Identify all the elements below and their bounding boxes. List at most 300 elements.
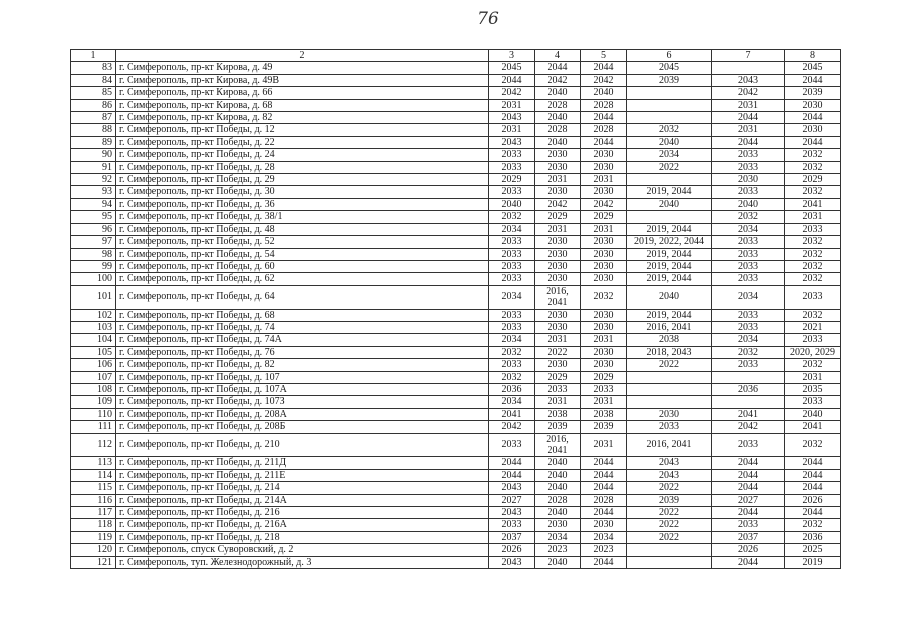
header-cell-col3: 3: [489, 50, 535, 62]
cell-col5: 2030: [581, 161, 627, 173]
cell-col3: 2043: [489, 507, 535, 519]
cell-address: г. Симферополь, пр-кт Кирова, д. 82: [116, 112, 489, 124]
cell-col3: 2034: [489, 223, 535, 235]
cell-col4: 2039: [535, 421, 581, 433]
cell-col7: 2030: [712, 174, 785, 186]
table-row: [71, 186, 841, 198]
cell-col6: 2019, 2044: [627, 248, 712, 260]
cell-col7: 2044: [712, 482, 785, 494]
cell-col6: 2022: [627, 507, 712, 519]
cell-col3: 2032: [489, 371, 535, 383]
cell-col7: 2043: [712, 74, 785, 86]
cell-col7: 2044: [712, 457, 785, 469]
cell-col3: 2043: [489, 112, 535, 124]
cell-col5: 2033: [581, 383, 627, 395]
header-row: [71, 50, 841, 62]
table-row: [71, 519, 841, 531]
cell-col5: 2044: [581, 507, 627, 519]
cell-col5: 2038: [581, 408, 627, 420]
cell-col3: 2042: [489, 87, 535, 99]
cell-col8: 2032: [785, 236, 841, 248]
cell-col7: 2042: [712, 421, 785, 433]
cell-col3: 2033: [489, 519, 535, 531]
cell-col6: 2033: [627, 421, 712, 433]
cell-num: 103: [71, 321, 116, 333]
cell-col4: 2042: [535, 198, 581, 210]
cell-col3: 2033: [489, 273, 535, 285]
cell-address: г. Симферополь, пр-кт Победы, д. 74: [116, 321, 489, 333]
cell-col5: 2029: [581, 371, 627, 383]
cell-col8: 2033: [785, 223, 841, 235]
cell-col8: 2044: [785, 482, 841, 494]
cell-col7: 2034: [712, 334, 785, 346]
cell-col6: 2019, 2044: [627, 223, 712, 235]
table-row: [71, 383, 841, 395]
cell-col4: 2040: [535, 457, 581, 469]
cell-num: 101: [71, 285, 116, 309]
cell-col8: 2032: [785, 149, 841, 161]
cell-col7: 2042: [712, 87, 785, 99]
cell-col5: 2042: [581, 198, 627, 210]
table-row: [71, 74, 841, 86]
cell-num: 97: [71, 236, 116, 248]
cell-col6: 2018, 2043: [627, 346, 712, 358]
cell-address: г. Симферополь, пр-кт Победы, д. 24: [116, 149, 489, 161]
cell-col3: 2036: [489, 383, 535, 395]
cell-col3: 2032: [489, 346, 535, 358]
cell-num: 121: [71, 556, 116, 568]
cell-col5: 2044: [581, 112, 627, 124]
cell-col3: 2033: [489, 186, 535, 198]
cell-col8: 2032: [785, 248, 841, 260]
header-cell-col4: 4: [535, 50, 581, 62]
cell-address: г. Симферополь, туп. Железнодорожный, д. 3: [116, 556, 489, 568]
cell-address: г. Симферополь, пр-кт Победы, д. 28: [116, 161, 489, 173]
table-row: [71, 309, 841, 321]
table-row: [71, 62, 841, 74]
cell-col3: 2033: [489, 236, 535, 248]
cell-col4: 2040: [535, 556, 581, 568]
cell-col4: 2034: [535, 531, 581, 543]
cell-col5: 2030: [581, 346, 627, 358]
cell-col8: 2044: [785, 507, 841, 519]
cell-col6: 2043: [627, 469, 712, 481]
table-row: [71, 87, 841, 99]
cell-col8: 2044: [785, 112, 841, 124]
cell-col8: 2044: [785, 469, 841, 481]
cell-num: 85: [71, 87, 116, 99]
cell-address: г. Симферополь, пр-кт Победы, д. 208А: [116, 408, 489, 420]
cell-col5: 2040: [581, 87, 627, 99]
table-row: [71, 321, 841, 333]
cell-num: 109: [71, 396, 116, 408]
cell-col3: 2042: [489, 421, 535, 433]
table-row: [71, 174, 841, 186]
cell-address: г. Симферополь, пр-кт Победы, д. 82: [116, 359, 489, 371]
cell-col5: 2031: [581, 223, 627, 235]
cell-col7: 2041: [712, 408, 785, 420]
cell-col8: 2039: [785, 87, 841, 99]
cell-col6: [627, 112, 712, 124]
cell-num: 113: [71, 457, 116, 469]
cell-address: г. Симферополь, пр-кт Кирова, д. 49: [116, 62, 489, 74]
table-row: [71, 408, 841, 420]
table-row: [71, 198, 841, 210]
cell-col5: 2028: [581, 124, 627, 136]
cell-col7: 2044: [712, 136, 785, 148]
cell-col5: 2031: [581, 396, 627, 408]
cell-col6: 2032: [627, 124, 712, 136]
cell-col5: 2044: [581, 482, 627, 494]
cell-col7: 2033: [712, 248, 785, 260]
cell-col4: 2040: [535, 112, 581, 124]
cell-col7: 2033: [712, 321, 785, 333]
cell-col8: 2041: [785, 198, 841, 210]
cell-col7: 2033: [712, 236, 785, 248]
cell-col5: 2030: [581, 236, 627, 248]
cell-num: 118: [71, 519, 116, 531]
cell-col6: 2019, 2044: [627, 309, 712, 321]
header-cell-address: 2: [116, 50, 489, 62]
cell-col6: 2016, 2041: [627, 321, 712, 333]
table-row: [71, 273, 841, 285]
cell-col6: [627, 99, 712, 111]
table-row: [71, 149, 841, 161]
table-row: [71, 112, 841, 124]
cell-col3: 2037: [489, 531, 535, 543]
cell-col6: [627, 211, 712, 223]
cell-col7: 2033: [712, 433, 785, 457]
cell-col3: 2034: [489, 396, 535, 408]
cell-col7: 2026: [712, 544, 785, 556]
table-row: [71, 260, 841, 272]
cell-col6: 2022: [627, 531, 712, 543]
cell-address: г. Симферополь, пр-кт Победы, д. 211Д: [116, 457, 489, 469]
cell-col8: 2032: [785, 519, 841, 531]
cell-num: 88: [71, 124, 116, 136]
cell-col8: 2031: [785, 211, 841, 223]
cell-col4: 2030: [535, 161, 581, 173]
cell-col7: 2033: [712, 260, 785, 272]
cell-col4: 2040: [535, 507, 581, 519]
cell-col8: 2040: [785, 408, 841, 420]
header-cell-col7: 7: [712, 50, 785, 62]
cell-col7: [712, 396, 785, 408]
cell-col6: 2038: [627, 334, 712, 346]
cell-col4: 2030: [535, 273, 581, 285]
table-row: [71, 161, 841, 173]
cell-col6: 2019, 2044: [627, 186, 712, 198]
cell-col5: 2028: [581, 494, 627, 506]
cell-col3: 2044: [489, 469, 535, 481]
cell-address: г. Симферополь, пр-кт Победы, д. 208Б: [116, 421, 489, 433]
table-row: [71, 359, 841, 371]
cell-col5: 2032: [581, 285, 627, 309]
cell-col7: 2044: [712, 112, 785, 124]
cell-col8: 2044: [785, 136, 841, 148]
cell-col5: 2030: [581, 519, 627, 531]
table-row: [71, 433, 841, 457]
cell-col4: 2031: [535, 334, 581, 346]
cell-address: г. Симферополь, пр-кт Победы, д. 62: [116, 273, 489, 285]
cell-col4: 2029: [535, 211, 581, 223]
cell-col7: 2034: [712, 285, 785, 309]
cell-num: 111: [71, 421, 116, 433]
cell-address: г. Симферополь, пр-кт Победы, д. 38/1: [116, 211, 489, 223]
cell-col8: 2029: [785, 174, 841, 186]
cell-col3: 2045: [489, 62, 535, 74]
cell-num: 119: [71, 531, 116, 543]
cell-num: 95: [71, 211, 116, 223]
cell-col4: 2040: [535, 87, 581, 99]
cell-num: 114: [71, 469, 116, 481]
cell-col6: [627, 544, 712, 556]
cell-col5: 2030: [581, 248, 627, 260]
cell-col6: [627, 371, 712, 383]
cell-col3: 2033: [489, 359, 535, 371]
cell-num: 90: [71, 149, 116, 161]
cell-col3: 2033: [489, 248, 535, 260]
cell-col8: 2030: [785, 124, 841, 136]
table-row: [71, 211, 841, 223]
cell-col5: 2031: [581, 433, 627, 457]
cell-address: г. Симферополь, пр-кт Победы, д. 211Е: [116, 469, 489, 481]
cell-address: г. Симферополь, пр-кт Победы, д. 54: [116, 248, 489, 260]
cell-col4: 2023: [535, 544, 581, 556]
cell-num: 86: [71, 99, 116, 111]
cell-col7: 2033: [712, 149, 785, 161]
cell-col4: 2030: [535, 149, 581, 161]
table-row: [71, 421, 841, 433]
cell-col6: 2022: [627, 482, 712, 494]
cell-col7: 2027: [712, 494, 785, 506]
cell-address: г. Симферополь, пр-кт Кирова, д. 68: [116, 99, 489, 111]
cell-col7: 2033: [712, 359, 785, 371]
cell-address: г. Симферополь, спуск Суворовский, д. 2: [116, 544, 489, 556]
cell-col8: 2020, 2029: [785, 346, 841, 358]
cell-address: г. Симферополь, пр-кт Победы, д. 74А: [116, 334, 489, 346]
cell-col4: 2030: [535, 186, 581, 198]
cell-col6: 2019, 2044: [627, 273, 712, 285]
cell-col6: 2022: [627, 161, 712, 173]
table-row: [71, 236, 841, 248]
cell-address: г. Симферополь, пр-кт Победы, д. 60: [116, 260, 489, 272]
cell-col8: 2032: [785, 186, 841, 198]
cell-num: 94: [71, 198, 116, 210]
cell-col3: 2033: [489, 161, 535, 173]
cell-col5: 2039: [581, 421, 627, 433]
cell-col4: 2030: [535, 248, 581, 260]
cell-col7: 2032: [712, 346, 785, 358]
cell-num: 98: [71, 248, 116, 260]
page-number: 76: [477, 9, 499, 29]
cell-col7: 2044: [712, 556, 785, 568]
cell-address: г. Симферополь, пр-кт Победы, д. 52: [116, 236, 489, 248]
cell-col3: 2033: [489, 149, 535, 161]
cell-col3: 2040: [489, 198, 535, 210]
cell-col5: 2044: [581, 457, 627, 469]
cell-col5: 2034: [581, 531, 627, 543]
cell-col5: 2044: [581, 62, 627, 74]
cell-num: 112: [71, 433, 116, 457]
cell-col3: 2034: [489, 334, 535, 346]
cell-col7: 2033: [712, 161, 785, 173]
cell-col7: 2033: [712, 273, 785, 285]
table-row: [71, 531, 841, 543]
cell-col5: 2031: [581, 334, 627, 346]
cell-col3: 2033: [489, 260, 535, 272]
table-row: [71, 507, 841, 519]
cell-col8: 2033: [785, 396, 841, 408]
cell-col4: 2031: [535, 174, 581, 186]
cell-num: 89: [71, 136, 116, 148]
cell-num: 116: [71, 494, 116, 506]
cell-col7: 2034: [712, 223, 785, 235]
cell-address: г. Симферополь, пр-кт Победы, д. 214А: [116, 494, 489, 506]
cell-col6: [627, 87, 712, 99]
cell-address: г. Симферополь, пр-кт Победы, д. 12: [116, 124, 489, 136]
cell-address: г. Симферополь, пр-кт Победы, д. 107З: [116, 396, 489, 408]
cell-address: г. Симферополь, пр-кт Победы, д. 30: [116, 186, 489, 198]
cell-col7: [712, 62, 785, 74]
cell-col4: 2040: [535, 136, 581, 148]
cell-col3: 2041: [489, 408, 535, 420]
table-row: [71, 457, 841, 469]
cell-col4: 2030: [535, 321, 581, 333]
cell-col8: 2032: [785, 260, 841, 272]
cell-col7: [712, 371, 785, 383]
cell-col4: 2030: [535, 359, 581, 371]
cell-col3: 2033: [489, 321, 535, 333]
table-header: [71, 50, 841, 62]
cell-col6: [627, 556, 712, 568]
cell-col4: 2028: [535, 494, 581, 506]
cell-col3: 2032: [489, 211, 535, 223]
cell-address: г. Симферополь, пр-кт Победы, д. 218: [116, 531, 489, 543]
table-row: [71, 482, 841, 494]
cell-num: 104: [71, 334, 116, 346]
cell-col5: 2044: [581, 556, 627, 568]
cell-col7: 2033: [712, 186, 785, 198]
cell-col5: 2030: [581, 321, 627, 333]
cell-col4: 2028: [535, 124, 581, 136]
cell-col5: 2042: [581, 74, 627, 86]
cell-col3: 2033: [489, 309, 535, 321]
cell-col3: 2027: [489, 494, 535, 506]
cell-col3: 2033: [489, 433, 535, 457]
cell-col8: 2044: [785, 74, 841, 86]
cell-col6: 2022: [627, 359, 712, 371]
cell-col5: 2028: [581, 99, 627, 111]
cell-num: 91: [71, 161, 116, 173]
cell-col8: 2026: [785, 494, 841, 506]
cell-num: 96: [71, 223, 116, 235]
cell-col6: [627, 396, 712, 408]
cell-col4: 2031: [535, 396, 581, 408]
cell-address: г. Симферополь, пр-кт Кирова, д. 49В: [116, 74, 489, 86]
cell-col4: 2031: [535, 223, 581, 235]
cell-num: 117: [71, 507, 116, 519]
cell-col5: 2044: [581, 469, 627, 481]
cell-num: 92: [71, 174, 116, 186]
cell-num: 102: [71, 309, 116, 321]
cell-col3: 2044: [489, 457, 535, 469]
cell-col3: 2031: [489, 99, 535, 111]
cell-col6: 2039: [627, 74, 712, 86]
cell-address: г. Симферополь, пр-кт Победы, д. 76: [116, 346, 489, 358]
cell-num: 120: [71, 544, 116, 556]
header-cell-col8: 8: [785, 50, 841, 62]
cell-num: 93: [71, 186, 116, 198]
cell-col7: 2044: [712, 507, 785, 519]
cell-address: г. Симферополь, пр-кт Победы, д. 216А: [116, 519, 489, 531]
cell-num: 87: [71, 112, 116, 124]
cell-col4: 2030: [535, 236, 581, 248]
cell-col6: 2043: [627, 457, 712, 469]
cell-col8: 2035: [785, 383, 841, 395]
cell-col4: 2044: [535, 62, 581, 74]
table-row: [71, 469, 841, 481]
cell-col5: 2023: [581, 544, 627, 556]
cell-col6: 2030: [627, 408, 712, 420]
table-row: [71, 99, 841, 111]
cell-col8: 2031: [785, 371, 841, 383]
cell-col3: 2034: [489, 285, 535, 309]
cell-num: 115: [71, 482, 116, 494]
cell-col4: 2022: [535, 346, 581, 358]
cell-address: г. Симферополь, пр-кт Победы, д. 107А: [116, 383, 489, 395]
table-row: [71, 124, 841, 136]
cell-col5: 2031: [581, 174, 627, 186]
cell-col5: 2030: [581, 359, 627, 371]
cell-col8: 2044: [785, 457, 841, 469]
table-row: [71, 346, 841, 358]
cell-col5: 2030: [581, 273, 627, 285]
cell-col5: 2044: [581, 136, 627, 148]
cell-col3: 2043: [489, 482, 535, 494]
cell-col4: 2029: [535, 371, 581, 383]
cell-address: г. Симферополь, пр-кт Победы, д. 29: [116, 174, 489, 186]
header-cell-num: 1: [71, 50, 116, 62]
cell-col7: 2044: [712, 469, 785, 481]
cell-col7: 2040: [712, 198, 785, 210]
cell-col6: 2034: [627, 149, 712, 161]
cell-col6: 2039: [627, 494, 712, 506]
cell-col6: 2022: [627, 519, 712, 531]
cell-col4: 2016, 2041: [535, 433, 581, 457]
cell-col4: 2040: [535, 469, 581, 481]
cell-num: 99: [71, 260, 116, 272]
cell-col8: 2032: [785, 309, 841, 321]
cell-address: г. Симферополь, пр-кт Победы, д. 36: [116, 198, 489, 210]
cell-col4: 2030: [535, 519, 581, 531]
header-cell-col5: 5: [581, 50, 627, 62]
cell-col7: 2036: [712, 383, 785, 395]
cell-address: г. Симферополь, пр-кт Победы, д. 214: [116, 482, 489, 494]
cell-col7: 2037: [712, 531, 785, 543]
cell-col6: [627, 174, 712, 186]
cell-col8: 2033: [785, 285, 841, 309]
cell-address: г. Симферополь, пр-кт Победы, д. 107: [116, 371, 489, 383]
table-row: [71, 556, 841, 568]
table-row: [71, 248, 841, 260]
cell-col7: 2033: [712, 519, 785, 531]
cell-num: 108: [71, 383, 116, 395]
cell-col3: 2031: [489, 124, 535, 136]
cell-col8: 2021: [785, 321, 841, 333]
cell-col4: 2030: [535, 309, 581, 321]
cell-col4: 2040: [535, 482, 581, 494]
